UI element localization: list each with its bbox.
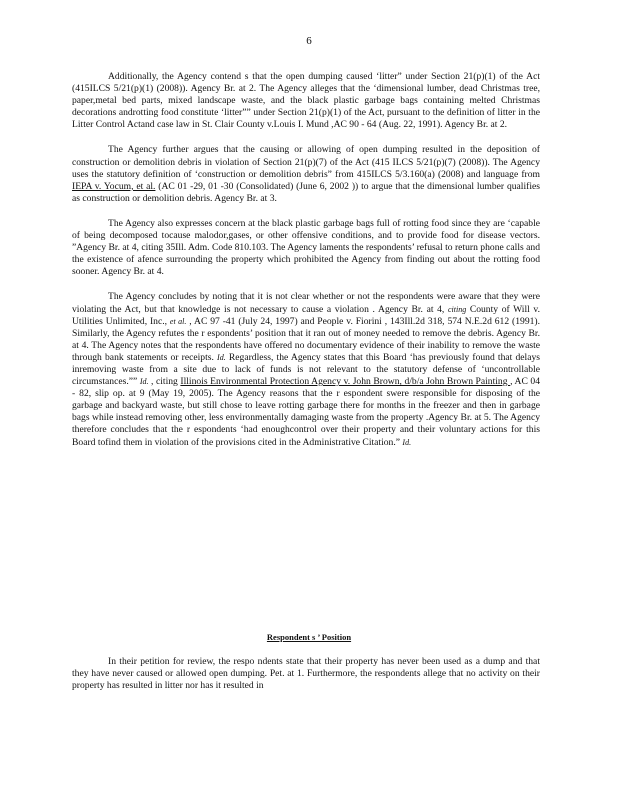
id-signal: Id. [139, 377, 149, 387]
paragraph-text: (AC 01 -29, 01 -30 (Consolidated) (June 6, 2002 )) to argue that the dimensional lumber qualifies as construction or demolition debris. Agency Br. at 3. [72, 180, 540, 204]
page-number: 6 [306, 35, 312, 47]
paragraph-garbage-bags: The Agency also expresses concern at the black plastic garbage bags full of rotting food since they are ‘capable of being decomposed tocause malodor,gases, or other offensive conditions, and to provide food for disease vectors. ”Agency Br. at 4, citing 35Ill. Adm. Code 810.103. The Agency laments the respondents’ refusal to return phone calls and the existence of afence surrounding the property which prohibited the Agency from finding out about the rotting food sooner. Agency Br. at 4. [72, 217, 540, 278]
citing-signal: citing [447, 304, 467, 314]
paragraph-text: Regardless, the Agency states that this Board ‘has previously found that delays inremoving waste from a site due to lack of funds is not relevant to the statutory defense of ‘uncontrollable circumstances.”” [72, 351, 540, 388]
paragraph-text: , AC 97 -41 (July 24, 1997) and People v. Fiorini , 143Ill.2d 318, 574 N.E.2d 612 (1991). Similarly, the Agency refutes the r espondents’ position that it ran out of money needed to remove the debris. Agency Br. at 4. The Agency notes that the respondents have offered no documentary evidence of their inability to remove the waste through bank statements or receipts. [72, 315, 541, 363]
paragraph-text: , citing [148, 376, 181, 388]
paragraph-text: , AC 04 - 82, slip op. at 9 (May 19, 2005). The Agency reasons that the r espondent swere responsible for disposing of the garbage and backyard waste, but still chose to leave rotting garbage there for months in the freezer and then in garbage bags while instead removing other, less environmentally damaging waste from the property .Agency Br. at 5. The Agency therefore concludes that the r espondents ‘had enoughcontrol over their property and their voluntary actions for this Board tofind them in violation of the provisions cited in the Administrative Citation.” [72, 376, 540, 448]
paragraph-construction-debris [72, 144, 540, 204]
case-citation-iepa-brown: Illinois Environmental Protection Agency v. John Brown, d/b/a John Brown Painting [180, 376, 511, 388]
paragraph-agency-conclusion [72, 291, 540, 448]
id-signal: Id. [402, 437, 412, 447]
section-heading: Respondent s ’ Position [266, 632, 352, 642]
paragraph-text: County of Will v. Utilities Unlimited, Inc., [72, 303, 541, 327]
id-signal: Id. [217, 352, 226, 362]
paragraph-respondents-position: In their petition for review, the respo ndents state that their property has never been used as a dump and that they have never caused or allowed open dumping. Pet. at 1. Furthermore, the respondents allege that no activity on their property has resulted in litter nor has it resulted in [72, 656, 540, 692]
et-al-signal: et al. [169, 316, 187, 326]
paragraph-text: The Agency concludes by noting that it is not clear whether or not the respondents were aware that they were violating the Act, but that knowledge is not necessary to cause a violation . Agency Br. at 4, [72, 291, 540, 315]
document-body-continued [72, 656, 540, 705]
paragraph-litter-argument: Additionally, the Agency contend s that the open dumping caused ‘litter” under Section 21(p)(1) of the Act (415ILCS 5/21(p)(1) (2008)). Agency Br. at 2. The Agency alleges that the ‘dimensional lumber, dead Christmas tree, paper,metal bed parts, mixed landscape waste, and the black plastic garbage bags containing melted Christmas decorations androtting food constitute ‘litter”” under Section 21(p)(1) of the Act, pursuant to the definition of litter in the Litter Control Actand case law in St. Clair County v.Louis I. Mund ,AC 90 - 64 (Aug. 22, 1991). Agency Br. at 2. [72, 71, 540, 131]
paragraph-text: The Agency further argues that the causing or allowing of open dumping resulted in the deposition of construction or demolition debris in violation of Section 21(p)(7) of the Act (415 ILCS 5/21(p)(7) (2008)). The Agency uses the statutory definition of ‘construction or demolition debris” from 415ILCS 5/3.160(a) (2008) and language from [72, 144, 540, 180]
document-body [72, 71, 540, 462]
case-citation-iepa-yocum: IEPA v. Yocum, et al. [72, 180, 156, 192]
